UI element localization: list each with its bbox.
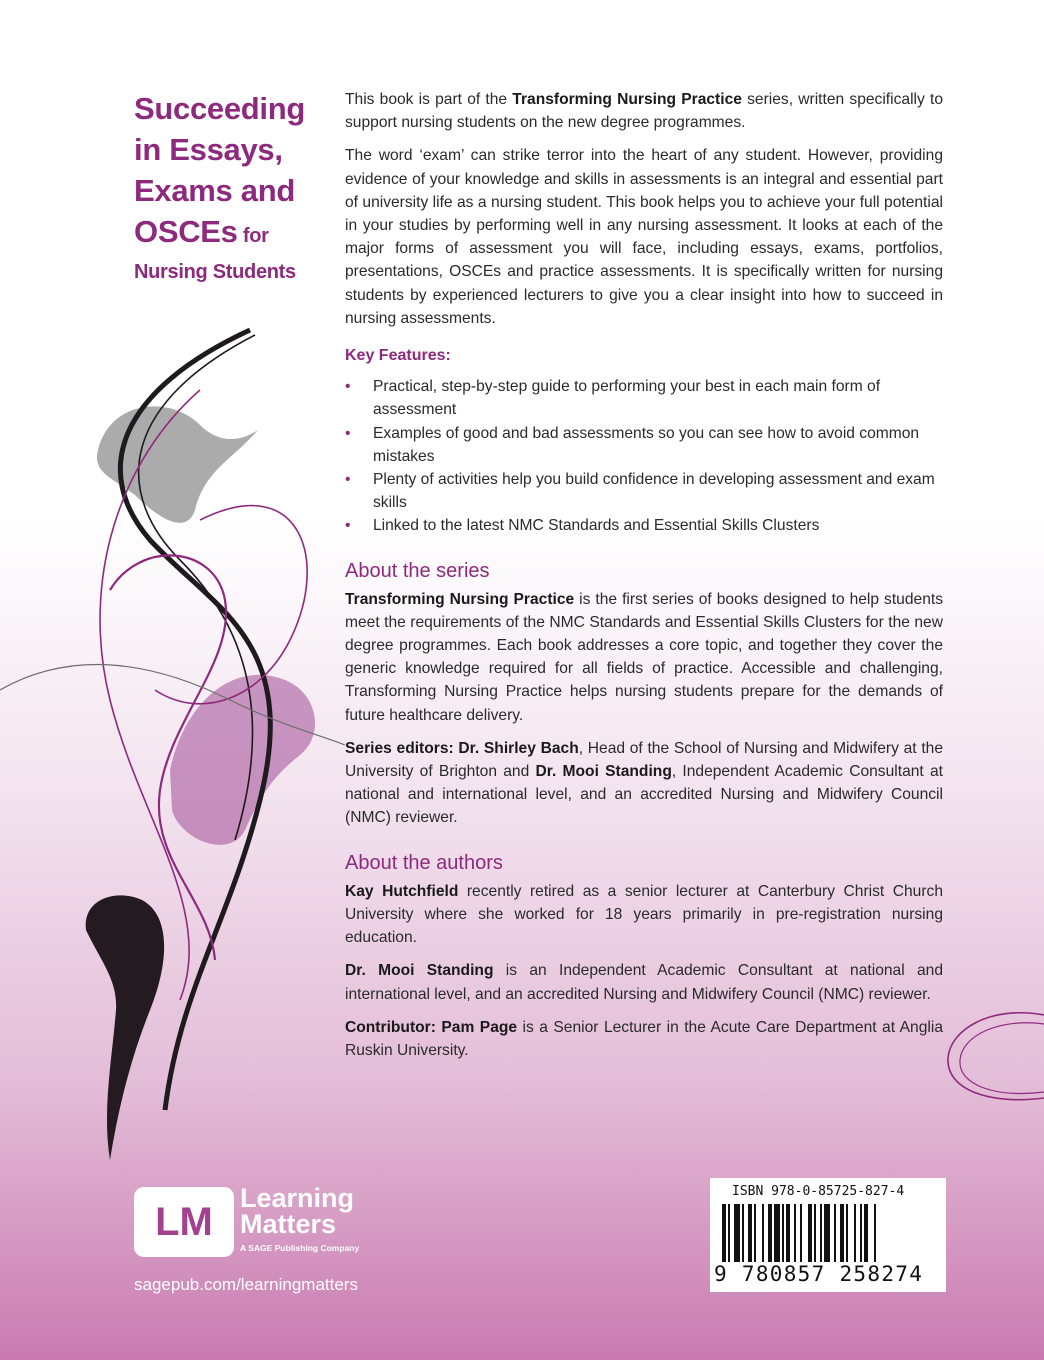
barcode-bar <box>786 1204 790 1262</box>
key-features-heading: Key Features: <box>345 347 451 365</box>
contributor-name: Contributor: Pam Page <box>345 1018 518 1036</box>
list-item <box>345 422 943 468</box>
feature-text: Practical, step-by-step guide to performing your best in each main form of assessment <box>373 378 881 419</box>
series-name: Transforming Nursing Practice <box>345 590 575 608</box>
author-name: Kay Hutchfield <box>345 882 459 900</box>
title-line <box>134 211 334 257</box>
title-osces: OSCEs <box>134 214 238 249</box>
publisher-name <box>240 1185 390 1237</box>
barcode-bar <box>782 1204 784 1262</box>
list-item <box>345 514 943 537</box>
editor-name: Dr. Mooi Standing <box>535 763 672 781</box>
bullet-icon: • <box>345 517 351 535</box>
contributor-desc: is a Senior Lecturer in the Acute Care Department at Anglia Ruskin University. <box>345 1018 943 1059</box>
barcode-bar <box>794 1204 796 1262</box>
lm-logo-mark: LM <box>134 1187 234 1257</box>
feature-text: Plenty of activities help you build confidence in developing assessment and exam skills <box>373 471 935 512</box>
editor-desc: , Head of the School of Nursing and Midwifery at the University of Brighton and <box>345 739 943 781</box>
intro-paragraph-2: The word ‘exam’ can strike terror into the heart of any student. However, providing evidence of your knowledge and skills in assessments is an integral and essential part of university life as a nursing student. This book helps you to achieve your full potential in your studies by performing well in any nursing assessment. It looks at each of the major forms of assessment you will face, including essays, exams, portfolios, presentations, OSCEs and practice assessments. It is specifically written for nursing students by experienced lecturers to give you a clear insight into how to succeed in nursing assessments. <box>345 147 943 327</box>
bullet-icon: • <box>345 471 351 489</box>
title-line: Exams and <box>134 173 295 208</box>
title-line: in Essays, <box>134 132 283 167</box>
barcode-bar <box>722 1204 726 1262</box>
barcode-bar <box>728 1204 730 1262</box>
barcode-bar <box>860 1204 862 1262</box>
title-subtitle: Nursing Students <box>134 261 296 283</box>
editor-desc: , Independent Academic Consultant at national and international level, and an accredited Nursing and Midwifery Council (NMC) reviewer. <box>345 763 943 827</box>
barcode-bar <box>834 1204 836 1262</box>
list-item <box>345 375 943 421</box>
barcode-bar <box>814 1204 816 1262</box>
pink-petal <box>170 675 315 845</box>
barcode-bar <box>774 1204 780 1262</box>
author-name: Dr. Mooi Standing <box>345 962 494 980</box>
feature-text: Linked to the latest NMC Standards and Essential Skills Clusters <box>373 517 820 535</box>
key-features-list <box>345 375 943 537</box>
isbn-text: ISBN 978-0-85725-827-4 <box>732 1184 905 1199</box>
barcode-bar <box>854 1204 856 1262</box>
title-for: for <box>237 225 269 247</box>
author-desc: recently retired as a senior lecturer at Canterbury Christ Church University where she worked for 18 years primarily in pre-registration nursing education. <box>345 882 944 947</box>
publisher-name-line: Learning <box>240 1183 355 1213</box>
series-name: Transforming Nursing Practice <box>512 91 742 108</box>
back-cover-text <box>345 88 943 1072</box>
bullet-icon: • <box>345 378 351 396</box>
publisher-name-line: Matters <box>240 1209 337 1239</box>
about-series-heading: About the series <box>345 559 490 582</box>
barcode-bar <box>824 1204 830 1262</box>
author-paragraph <box>345 880 943 950</box>
series-text: is the first series of books designed to help students meet the requirements of the NMC Standards and Essential Skills Clusters for the new degree programmes. Each book addresses a core topic, and together they cover the generic knowledge required for all fields of practice. Accessible and challenging, Transforming Nursing Practice helps nursing students prepare for the demands of future healthcare delivery. <box>345 590 944 724</box>
editors-label: Series editors: <box>345 739 454 757</box>
barcode-bar <box>864 1204 868 1262</box>
right-loop-1 <box>948 1013 1044 1100</box>
barcode-bar <box>754 1204 756 1262</box>
series-editors-paragraph <box>345 737 943 830</box>
barcode-bar <box>762 1204 764 1262</box>
editor-name: Dr. Shirley Bach <box>453 739 579 757</box>
barcode-bar <box>874 1204 876 1262</box>
barcode-bar <box>820 1204 822 1262</box>
right-loop-2 <box>960 1023 1044 1094</box>
about-series-paragraph <box>345 588 943 727</box>
barcode-bar <box>846 1204 848 1262</box>
intro-text: series, written specifically to support nursing students on the new degree programmes. <box>345 91 943 132</box>
bullet-icon: • <box>345 424 351 442</box>
barcode-digits: 9 780857 258274 <box>714 1262 924 1286</box>
publisher-logo <box>134 1185 384 1260</box>
purple-loop-3 <box>155 506 307 704</box>
contributor-paragraph <box>345 1016 943 1062</box>
barcode-bar <box>800 1204 802 1262</box>
author-paragraph <box>345 959 943 1005</box>
publisher-url: sagepub.com/learningmatters <box>134 1275 358 1294</box>
barcode-bar <box>768 1204 772 1262</box>
book-title <box>134 88 334 287</box>
about-authors-heading: About the authors <box>345 851 503 874</box>
barcode-bar <box>734 1204 740 1262</box>
black-leaf <box>86 895 164 1160</box>
publisher-tagline: A SAGE Publishing Company <box>240 1243 360 1253</box>
feature-text: Examples of good and bad assessments so you can see how to avoid common mistakes <box>373 424 920 465</box>
title-line: Succeeding <box>134 91 305 126</box>
author-desc: is an Independent Academic Consultant at national and international level, and an accredited Nursing and Midwifery Council (NMC) reviewer. <box>345 962 943 1003</box>
barcode-bar <box>808 1204 812 1262</box>
barcode-icon <box>722 1204 934 1262</box>
isbn-barcode <box>710 1178 946 1292</box>
intro-paragraph-1 <box>345 88 943 134</box>
barcode-bar <box>840 1204 844 1262</box>
intro-text: This book is part of the <box>345 91 513 108</box>
list-item <box>345 468 943 514</box>
barcode-bar <box>748 1204 752 1262</box>
barcode-bar <box>742 1204 744 1262</box>
